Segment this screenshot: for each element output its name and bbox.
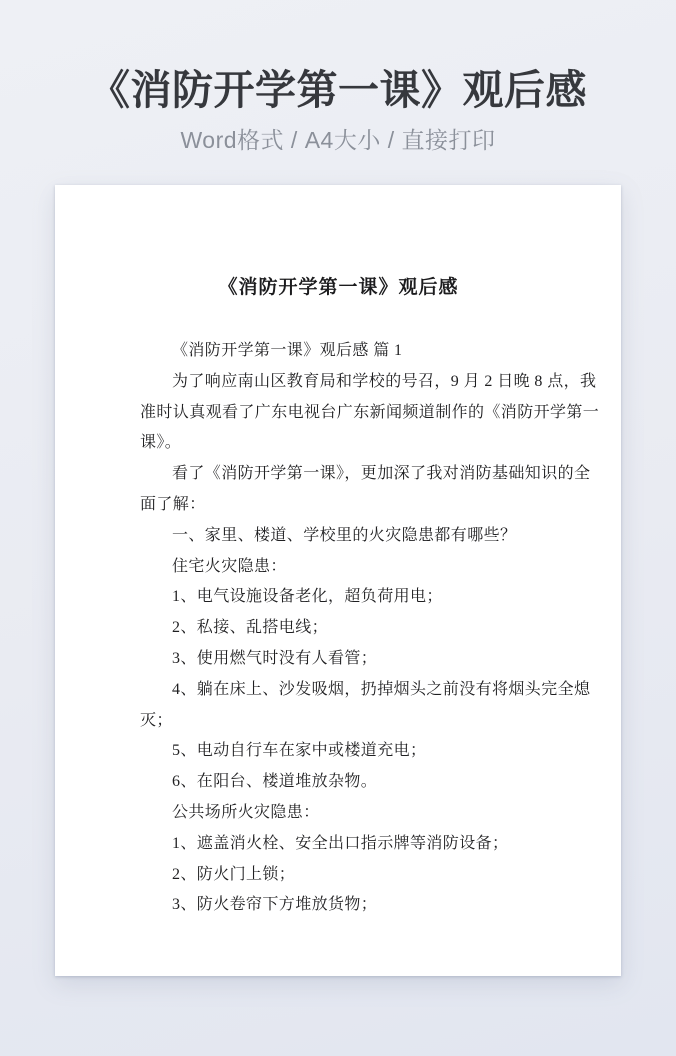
format-subtitle: Word格式 / A4大小 / 直接打印 (180, 127, 496, 153)
document-line: 一、家里、楼道、学校里的火灾隐患都有哪些？ (172, 526, 517, 544)
document-body (140, 336, 600, 921)
document-line: 看了《消防开学第一课》，更加深了我对消防基础知识的全 (172, 465, 591, 483)
document-line: 面了解： (140, 495, 206, 513)
document-line: 灭； (140, 711, 173, 729)
document-line: 5、电动自行车在家中或楼道充电； (172, 742, 427, 760)
document-line: 课》。 (140, 434, 182, 452)
document-line: 3、防火卷帘下方堆放货物； (172, 896, 378, 914)
document-title: 《消防开学第一课》观后感 (218, 277, 459, 298)
document-line: 1、遮盖消火栓、安全出口指示牌等消防设备； (172, 834, 509, 852)
document-preview-page (55, 185, 621, 976)
document-line: 2、防火门上锁； (172, 865, 296, 883)
document-line: 准时认真观看了广东电视台广东新闻频道制作的《消防开学第一 (140, 403, 600, 421)
document-line: 4、躺在床上、沙发吸烟，扔掉烟头之前没有将烟头完全熄 (172, 680, 591, 698)
page-title: 《消防开学第一课》观后感 (89, 67, 587, 113)
header (0, 0, 676, 155)
document-line: 6、在阳台、楼道堆放杂物。 (172, 773, 378, 791)
document-line: 2、私接、乱搭电线； (172, 619, 329, 637)
document-line: 住宅火灾隐患： (172, 557, 287, 575)
document-line: 《消防开学第一课》观后感 篇 1 (172, 342, 403, 359)
document-line: 3、使用燃气时没有人看管； (172, 649, 378, 667)
document-line: 为了响应南山区教育局和学校的号召，9 月 2 日晚 8 点，我 (172, 372, 597, 390)
document-line: 公共场所火灾隐患： (172, 803, 320, 821)
document-line: 1、电气设施设备老化，超负荷用电； (172, 588, 443, 606)
